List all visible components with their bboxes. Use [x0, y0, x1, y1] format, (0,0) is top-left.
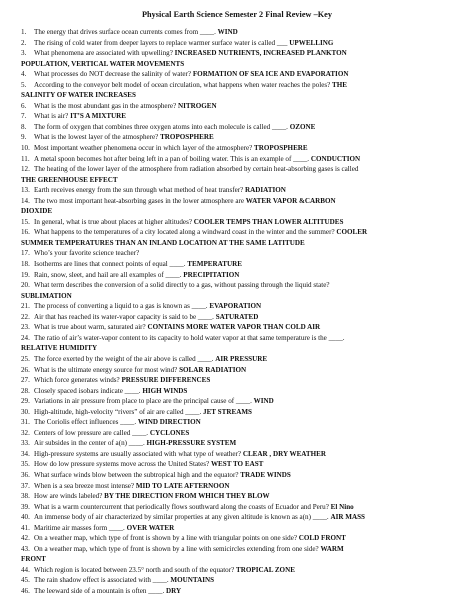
question-text: The form of oxygen that combines three oxygen atoms into each molecule is called ____.	[34, 122, 288, 131]
question-text: What is a warm countercurrent that periodically flows southward along the coasts of Ecuador and Peru?	[34, 502, 329, 511]
answer-text: PRECIPITATION	[183, 270, 240, 279]
answer-continuation: THE GREENHOUSE EFFECT	[21, 175, 118, 184]
answer-text: TROPOSPHERE	[254, 144, 308, 153]
question-number: 23.	[21, 323, 30, 332]
question-line	[21, 365, 467, 376]
question-number: 8.	[21, 122, 27, 131]
document-title: Physical Earth Science Semester 2 Final Review –Key	[142, 10, 332, 19]
question-line	[21, 248, 467, 259]
question-number: 22.	[21, 312, 30, 321]
answer-text: NITROGEN	[178, 101, 217, 110]
review-question-list	[21, 27, 467, 597]
question-number: 4.	[21, 70, 27, 79]
answer-text: El Nino	[330, 502, 354, 511]
answer-text: AIR PRESSURE	[215, 354, 268, 363]
question-line	[21, 259, 467, 270]
question-text: In general, what is true about places at higher altitudes?	[34, 217, 192, 226]
question-line	[21, 185, 467, 196]
answer-continuation: RELATIVE HUMIDITY	[21, 344, 98, 353]
question-line	[21, 48, 467, 59]
question-number: 17.	[21, 249, 30, 258]
question-line	[21, 196, 467, 207]
answer-continuation: POPULATION, VERTICAL WATER MOVEMENTS	[21, 59, 185, 68]
question-line	[21, 491, 467, 502]
question-line	[21, 396, 467, 407]
question-line	[21, 27, 467, 38]
question-text: The force exerted by the weight of the air above is called ____.	[34, 354, 214, 363]
answer-text: RADIATION	[245, 186, 286, 195]
answer-text: COOLER	[336, 228, 368, 237]
question-text: Isotherms are lines that connect points of equal ____.	[34, 260, 186, 269]
question-text: The heating of the lower layer of the atmosphere from radiation absorbed by certain heat-absorbing gases is called	[34, 165, 359, 174]
question-number: 41.	[21, 523, 30, 532]
question-line	[21, 111, 467, 122]
question-number: 42.	[21, 534, 30, 543]
answer-continuation: SALINITY OF WATER INCREASES	[21, 91, 136, 100]
question-text: According to the conveyor belt model of ocean circulation, what happens when water reaches the poles?	[34, 80, 331, 89]
answer-text: CONDUCTION	[310, 154, 361, 163]
question-line	[21, 280, 467, 291]
question-number: 38.	[21, 492, 30, 501]
answer-text: WIND	[253, 397, 274, 406]
question-number: 6.	[21, 101, 27, 110]
question-number: 11.	[21, 154, 30, 163]
question-number: 39.	[21, 502, 30, 511]
answer-text: JET STREAMS	[203, 407, 252, 416]
question-text: The rising of cold water from deeper layers to replace warmer surface water is called ___	[34, 38, 288, 47]
answer-text: MID TO LATE AFTERNOON	[135, 481, 230, 490]
question-number: 5.	[21, 80, 27, 89]
question-number: 9.	[21, 133, 27, 142]
question-number: 21.	[21, 302, 30, 311]
question-number: 43.	[21, 544, 30, 553]
answer-text: WIND DIRECTION	[137, 418, 201, 427]
question-number: 3.	[21, 49, 27, 58]
question-text: The process of converting a liquid to a gas is known as ____.	[34, 302, 208, 311]
answer-continuation: SUMMER TEMPERATURES THAN AN INLAND LOCATION AT THE SAME LATITUDE	[21, 238, 305, 247]
question-line	[21, 301, 467, 312]
question-line	[21, 143, 467, 154]
answer-text: THE	[332, 80, 348, 89]
question-number: 14.	[21, 196, 30, 205]
question-number: 37.	[21, 481, 30, 490]
question-number: 18.	[21, 260, 30, 269]
question-number: 16.	[21, 228, 30, 237]
question-line	[21, 565, 467, 576]
question-number: 1.	[21, 28, 27, 36]
answer-text: WEST TO EAST	[210, 460, 264, 469]
answer-text: SOLAR RADIATION	[179, 365, 247, 374]
question-text: Most important weather phenomena occur in which layer of the atmosphere?	[34, 144, 253, 153]
question-line	[21, 80, 467, 91]
question-text: What happens to the temperatures of a city located along a windward coast in the winter and the summer?	[34, 228, 335, 237]
question-line	[21, 502, 467, 513]
question-text: What is the most abundant gas in the atmosphere?	[34, 101, 177, 110]
question-text: What is the lowest layer of the atmosphere?	[34, 133, 159, 142]
answer-text: PRESSURE DIFFERENCES	[121, 376, 211, 385]
question-number: 26.	[21, 365, 30, 374]
answer-text: DRY	[166, 586, 182, 595]
question-line	[21, 386, 467, 397]
question-line	[21, 428, 467, 439]
question-number: 2.	[21, 38, 27, 47]
question-text: High-pressure systems are usually associated with what type of weather?	[34, 449, 242, 458]
answer-text: WARM	[320, 544, 344, 553]
question-line	[21, 354, 467, 365]
question-text: How are winds labeled?	[34, 492, 103, 501]
question-number: 27.	[21, 376, 30, 385]
question-text: Variations in air pressure from place to place are the principal cause of ____.	[34, 397, 252, 406]
question-number: 33.	[21, 439, 30, 448]
question-number: 45.	[21, 576, 30, 585]
question-line	[21, 101, 467, 112]
answer-text: COOLER TEMPS THAN LOWER ALTITUDES	[193, 217, 344, 226]
question-line	[21, 38, 467, 49]
question-text: An immense body of air characterized by similar properties at any given altitude is known as a(n) ____.	[34, 513, 329, 522]
question-line	[21, 333, 467, 344]
question-line	[21, 533, 467, 544]
question-text: What term describes the conversion of a solid directly to a gas, without passing through the liquid state?	[34, 281, 330, 290]
question-line	[21, 523, 467, 534]
question-number: 40.	[21, 513, 30, 522]
answer-text: TROPOSPHERE	[160, 133, 214, 142]
question-text: How do low pressure systems move across the United States?	[34, 460, 210, 469]
question-text: Which force generates winds?	[34, 376, 120, 385]
question-text: What is air?	[34, 112, 69, 121]
question-line	[21, 470, 467, 481]
answer-text: WATER VAPOR &CARBON	[245, 196, 336, 205]
question-line	[21, 132, 467, 143]
question-number: 12.	[21, 165, 30, 174]
answer-text: CLEAR , DRY WEATHER	[242, 449, 327, 458]
answer-text: OVER WATER	[126, 523, 175, 532]
question-text: Which region is located between 23.5° north and south of the equator?	[34, 565, 235, 574]
answer-text: HIGH WINDS	[142, 386, 188, 395]
question-number: 44.	[21, 565, 30, 574]
question-line	[21, 575, 467, 586]
question-text: The two most important heat-absorbing gases in the lower atmosphere are	[34, 196, 244, 205]
question-text: Air subsides in the center of a(n) ____.	[34, 439, 145, 448]
question-text: Closely spaced isobars indicate ____.	[34, 386, 141, 395]
question-line	[21, 322, 467, 333]
question-number: 28.	[21, 386, 30, 395]
answer-text: COLD FRONT	[298, 534, 346, 543]
question-text: Earth receives energy from the sun through what method of heat transfer?	[34, 186, 244, 195]
question-number: 29.	[21, 397, 30, 406]
question-number: 31.	[21, 418, 30, 427]
question-text: What processes do NOT decrease the salinity of water?	[34, 70, 192, 79]
question-text: The energy that drives surface ocean currents comes from ____.	[34, 28, 216, 36]
answer-text: IT’S A MIXTURE	[70, 112, 127, 121]
answer-text: BY THE DIRECTION FROM WHICH THEY BLOW	[104, 492, 270, 501]
question-text: The leeward side of a mountain is often ____.	[34, 586, 165, 595]
question-number: 46.	[21, 586, 30, 595]
question-text: What is the ultimate energy source for most wind?	[34, 365, 178, 374]
answer-text: INCREASED NUTRIENTS, INCREASED PLANKTON	[174, 49, 347, 58]
question-line	[21, 217, 467, 228]
question-line	[21, 407, 467, 418]
question-text: What surface winds blow between the subtropical high and the equator?	[34, 470, 239, 479]
answer-text: WIND	[217, 28, 238, 36]
question-line	[21, 270, 467, 281]
answer-text: TROPICAL ZONE	[236, 565, 295, 574]
question-line	[21, 449, 467, 460]
question-line	[21, 459, 467, 470]
question-number: 35.	[21, 460, 30, 469]
question-text: When is a sea breeze most intense?	[34, 481, 135, 490]
question-text: Air that has reached its water-vapor capacity is said to be ____.	[34, 312, 214, 321]
question-line	[21, 586, 467, 597]
answer-text: TRADE WINDS	[240, 470, 291, 479]
question-text: What phenomena are associated with upwelling?	[34, 49, 173, 58]
answer-text: EVAPORATION	[209, 302, 262, 311]
question-number: 30.	[21, 407, 30, 416]
question-line	[21, 544, 467, 555]
answer-text: UPWELLING	[289, 38, 334, 47]
question-text: A metal spoon becomes hot after being left in a pan of boiling water. This is an example of ____.	[34, 154, 310, 163]
answer-text: HIGH-PRESSURE SYSTEM	[146, 439, 237, 448]
question-line	[21, 312, 467, 323]
answer-text: FORMATION OF SEA ICE AND EVAPORATION	[192, 70, 349, 79]
answer-text: AIR MASS	[330, 513, 365, 522]
question-line	[21, 69, 467, 80]
question-line	[21, 154, 467, 165]
question-line	[21, 375, 467, 386]
answer-text: SATURATED	[215, 312, 259, 321]
question-number: 25.	[21, 354, 30, 363]
question-text: On a weather map, which type of front is shown by a line with triangular points on one side?	[34, 534, 297, 543]
question-line	[21, 164, 467, 175]
answer-text: OZONE	[289, 122, 316, 131]
question-text: Centers of low pressure are called ____.	[34, 428, 149, 437]
question-line	[21, 227, 467, 238]
question-line	[21, 512, 467, 523]
question-number: 19.	[21, 270, 30, 279]
answer-continuation: FRONT	[21, 555, 46, 564]
question-number: 7.	[21, 112, 27, 121]
question-text: High-altitude, high-velocity “rivers” of air are called ____.	[34, 407, 202, 416]
question-number: 24.	[21, 333, 30, 342]
question-number: 15.	[21, 217, 30, 226]
question-number: 34.	[21, 449, 30, 458]
answer-continuation: DIOXIDE	[21, 207, 53, 216]
question-line	[21, 481, 467, 492]
question-text: What is true about warm, saturated air?	[34, 323, 146, 332]
answer-continuation: SUBLIMATION	[21, 291, 72, 300]
question-text: The rain shadow effect is associated with ____.	[34, 576, 169, 585]
question-text: On a weather map, which type of front is shown by a line with semicircles extending from one side?	[34, 544, 319, 553]
answer-text: CONTAINS MORE WATER VAPOR THAN COLD AIR	[147, 323, 321, 332]
question-number: 32.	[21, 428, 30, 437]
question-line	[21, 438, 467, 449]
answer-text: TEMPERATURE	[187, 260, 242, 269]
question-text: Rain, snow, sleet, and hail are all examples of ____.	[34, 270, 182, 279]
question-number: 20.	[21, 281, 30, 290]
question-number: 10.	[21, 144, 30, 153]
question-number: 13.	[21, 186, 30, 195]
answer-text: CYCLONES	[149, 428, 190, 437]
question-text: The ratio of air’s water-vapor content to its capacity to hold water vapor at that same temperature is the ____.	[34, 333, 345, 342]
question-text: Maritime air masses form ____.	[34, 523, 125, 532]
answer-text: MOUNTAINS	[170, 576, 215, 585]
question-line	[21, 417, 467, 428]
question-text: Who’s your favorite science teacher?	[34, 249, 140, 258]
question-number: 36.	[21, 470, 30, 479]
question-text: The Coriolis effect influences ____.	[34, 418, 137, 427]
question-line	[21, 122, 467, 133]
